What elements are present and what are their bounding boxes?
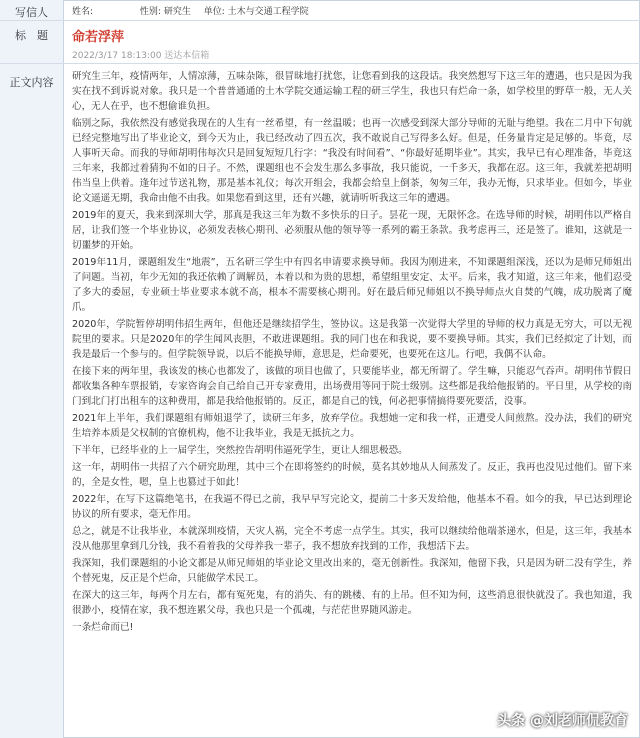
- divider: [0, 20, 640, 21]
- letter-title: 命若浮萍: [72, 30, 125, 45]
- paragraph: 2022年，在写下这篇绝笔书，在我逼不得已之前，我早早写完论文，提前二十多天发给他，他基本不看。如今的我，早已达到理论协议的所有要求，毫无作用。: [72, 494, 632, 520]
- letter-body: [72, 69, 632, 637]
- paragraph: 临别之际，我依然没有感觉我现在的人生有一丝希望，有一丝温暖；也再一次感受到深大部分导师的无耻与绝望。我在二月中下旬就已经完整地写出了毕业论文，到今天为止，我已经改动了四五次，我不敢说自己写得多么好。但是，任务量肯定是足够的。毕竟，尽人事听天命。而我的导师胡明伟每次只是回复短短几行字：“我没有时间看”、“你最好延期毕业”。其实，我早已有心理准备，毕竟这三年来，我都过着猜狗不如的日子。不然，课题组也不会发生那么多事故，我只能说，一千多天，我都在忍。这三年，我就差把胡明伟当皇上供着。逢年过节送礼物，那是基本礼仪；每次开组会，我都会给皇上倒茶，匆匆三年，我办无悔，只求毕业。但如今，毕业论文遥遥无期，我命由他不由我。如果您看到这里，还有兴趣，就请听听我这三年的遭遇。: [72, 118, 632, 204]
- label-column: [0, 0, 64, 738]
- letter-date: 2022/3/17 18:13:00 送达本信箱: [72, 51, 210, 61]
- divider: [0, 63, 640, 64]
- paragraph: 一条烂命而已!: [72, 622, 134, 633]
- watermark: 头条 @刘老师侃教育: [497, 713, 628, 729]
- paragraph: 2019年的夏天，我来到深圳大学，那真是我这三年为数不多快乐的日子。昙花一现，无限怀念。在选导师的时候，胡明伟以严格自居，让我们签一个毕业协议，必须发表核心期刊、必须服从他的领导等一系列的霸王条款。我考虑再三，还是签了。谁知，这就是一切噩梦的开始。: [72, 210, 632, 251]
- gender-field: 性别: 研究生: [139, 7, 191, 17]
- paragraph: 总之，就是不让我毕业，本就深圳疫情，天灾人祸，完全不考虑一点学生。其实，我可以继续给他端茶递水，但是，这三年，我基本没从他那里拿到几分钱，我不看着我的父母养我一辈子，我不想放弃找到的工作，我想活下去。: [72, 526, 632, 552]
- paragraph: 研究生三年，疫情两年，人情凉薄，五味杂陈，很冒昧地打扰您，让您看到我的这段话。我突然想写下这三年的遭遇，也只是因为我实在找不到诉说对象。我只是一个普普通通的土木学院交通运输工程的研三学生，我也只有烂命一条，如学校里的野草一般，无人关心，无人在乎，也不想偷谁负担。: [72, 71, 632, 112]
- subject-label: 标 题: [15, 29, 48, 42]
- paragraph: 这一年，胡明伟一共招了六个研究助理，其中三个在即将签约的时候，莫名其妙地从人间蒸发了。反正，我再也没见过他们。留下来的，全是女性，嗯，皇上也篡过于如此！: [72, 462, 632, 488]
- paragraph: 2021年上半年，我们课题组有师姐退学了，读研三年多，放弃学位。我想她一定和我一样，正遭受人间煎熬。没办法，我们的研究生培养本质是父权制的官僚机构，他不让我毕业，我是无抵抗之力。: [72, 413, 632, 439]
- body-label: 正文内容: [9, 76, 54, 89]
- unit-field: 单位: 土木与交通工程学院: [203, 7, 309, 17]
- paragraph: 在接下来的两年里，我该发的核心也都发了，该做的项目也做了，只要能毕业，都无所谓了。学生嘛，只能忍气吞声。胡明伟节假日都收集各种车票报销，专家咨询会自己给自己开专家费用，出场费用等同于院士级别。这些都是我给他报销的。平日里，从学校的南门到北门打出租车的这种费用，都是我给他报销的。反正，都是自己的钱，何必把事情搞得要死要活，没事。: [72, 366, 632, 407]
- paragraph: 2020年，学院暂停胡明伟招生两年，但他还是继续招学生，签协议。这是我第一次觉得大学里的导师的权力真是无穷大，可以无视院里的要求。只是2020年的学生闻风丧胆，不敢进课题组。我的同门也在和我说，要不要换导师。其实，我们已经拟定了计划，而我是最后一个参与的。但学院领导说，以后不能换导师，意思是，烂命要死，也要死在这儿。行吧，我偶不认命。: [72, 319, 632, 360]
- name-field: 姓名:: [72, 7, 94, 17]
- sender-meta: [72, 4, 319, 17]
- sender-label: 写信人: [15, 6, 48, 19]
- paragraph: 在深大的这三年，每两个月左右，都有冤死鬼，有的消失、有的跳楼、有的上吊。但不知为何，这些消息很快就没了。我也知道，我很渺小，疫情在家，我不想连累父母，我也只是一个孤魂，与茫茫世界随风游走。: [72, 590, 632, 616]
- paragraph: 2019年11月，课题组发生“地震”，五名研三学生中有四名申请要求换导师。我因为刚进来，不知课题组深浅，还以为是师兄师姐出了问题。当初，年少无知的我还依赖了调解员，本着以和为贵的思想，希望组里安定、太平。后来，我才知道，这三年来，他们忍受了多大的委屈，专业硕士毕业要求本就不高，根本不需要核心期刊。好在最后师兄师姐以不换导师点火自焚的气魄，成功脱离了魔爪。: [72, 257, 632, 313]
- paragraph: 下半年，已经毕业的上一届学生，突然控告胡明伟逼死学生，更让人细思极恐。: [72, 445, 408, 456]
- paragraph: 我深知，我们课题组的小论文都是从师兄师姐的毕业论文里改出来的，毫无创新性。我深知，他留下我，只是因为研二没有学生，养个替死鬼，反正是个烂命，只能做学术民工。: [72, 558, 632, 584]
